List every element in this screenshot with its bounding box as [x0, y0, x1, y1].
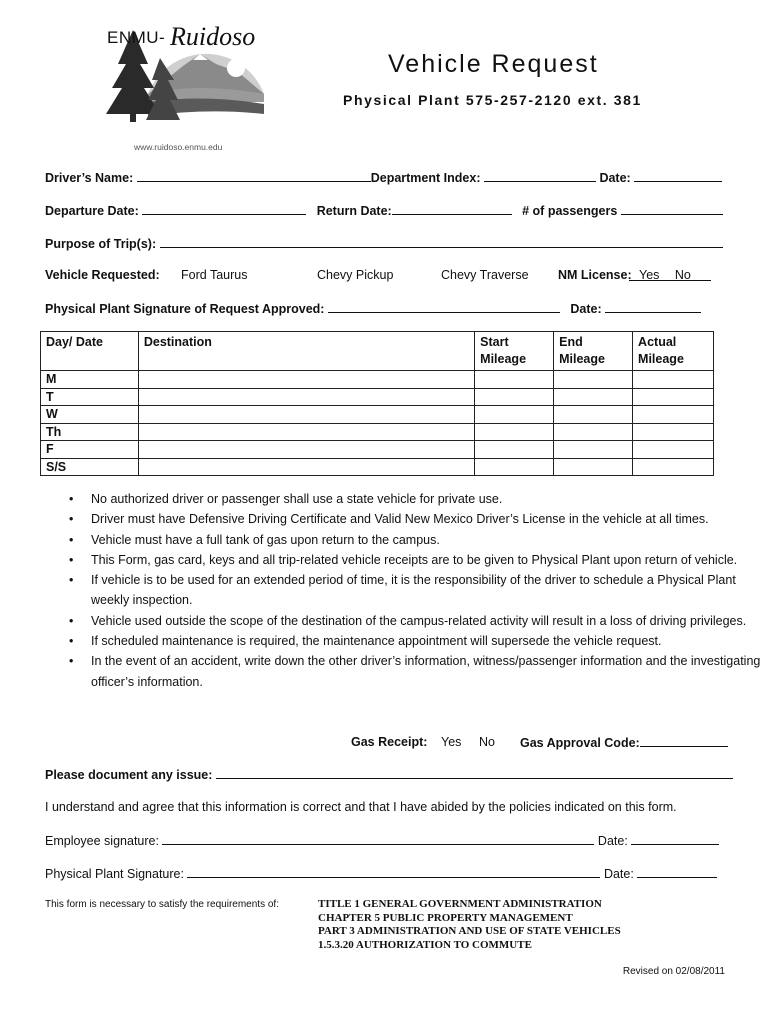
table-row [41, 423, 714, 441]
header-actual-mileage [633, 332, 714, 371]
legal-line: TITLE 1 GENERAL GOVERNMENT ADMINISTRATION [318, 898, 602, 910]
agreement-text: I understand and agree that this information is correct and that I have abided by the policies indicated on this form. [45, 800, 677, 814]
vehicle-option-chevy-pickup[interactable]: Chevy Pickup [317, 268, 394, 282]
date-field[interactable] [634, 168, 722, 182]
logo-text: ENMU- [107, 28, 166, 47]
header-end-mileage [554, 332, 633, 371]
end-mileage-cell[interactable] [554, 441, 633, 459]
rule-item: • Driver must have Defensive Driving Certificate and Valid New Mexico Driver’s License in the vehicle at all times. [91, 509, 770, 529]
table-row [41, 441, 714, 459]
gas-receipt-yes[interactable]: Yes [441, 735, 462, 749]
employee-signature-row [45, 831, 725, 849]
destination-cell[interactable] [138, 423, 474, 441]
day-cell: F [41, 441, 139, 459]
day-cell: T [41, 388, 139, 406]
drivers-name-field[interactable] [137, 168, 371, 182]
nm-license-label: NM License: [558, 268, 632, 282]
purpose-row: Purpose of Trip(s): [45, 234, 725, 252]
gas-row [45, 733, 725, 751]
table-row [41, 371, 714, 389]
rules-list [45, 489, 770, 692]
header-end-line2: Mileage [559, 352, 605, 366]
header-destination-text: Destination [143, 335, 212, 349]
destination-cell[interactable] [138, 388, 474, 406]
employee-date-label: Date: [597, 834, 628, 848]
date-label: Date [599, 171, 627, 185]
actual-mileage-cell[interactable] [633, 441, 714, 459]
table-header-row [41, 332, 714, 371]
approval-date-label: Date: [570, 302, 602, 316]
header-start-line1: Start [480, 335, 509, 349]
gas-receipt-text: Gas Receipt [351, 735, 424, 749]
rule-item: • Vehicle must have a full tank of gas upon return to the campus. [91, 530, 770, 550]
header-end-line1: End [559, 335, 583, 349]
gas-approval-label: Gas Approval Code: [520, 733, 728, 752]
issue-row: Please document any issue: [45, 765, 725, 783]
passengers-field[interactable] [621, 201, 723, 215]
header-actual-line2: Mileage [638, 352, 684, 366]
legal-citation [318, 898, 621, 952]
mileage-table [40, 331, 714, 476]
day-cell: W [41, 406, 139, 424]
gas-approval-text: Gas Approval Code [520, 736, 636, 750]
legal-line: 1.5.3.20 AUTHORIZATION TO COMMUTE [318, 938, 532, 951]
approval-row [45, 299, 725, 317]
driver-row: Driver’s Name: Department Index: Date: [45, 168, 725, 186]
day-cell: S/S [41, 458, 139, 476]
legal-line: PART 3 ADMINISTRATION AND USE OF STATE VEHICLES [318, 925, 621, 937]
end-mileage-cell[interactable] [554, 371, 633, 389]
requirement-note: This form is necessary to satisfy the requirements of: [45, 899, 279, 910]
rule-item: • If scheduled maintenance is required, the maintenance appointment will supersede the vehicle request. [91, 631, 770, 651]
actual-mileage-cell[interactable] [633, 388, 714, 406]
page-title: Vehicle Request [388, 50, 599, 78]
vehicle-requested-label: Vehicle Requested: [45, 268, 160, 282]
page-subtitle: Physical Plant 575-257-2120 ext. 381 [343, 92, 642, 108]
day-cell: M [41, 371, 139, 389]
destination-cell[interactable] [138, 371, 474, 389]
website-url: www.ruidoso.enmu.edu [134, 142, 223, 152]
rule-item: • Vehicle used outside the scope of the destination of the campus-related activity will result in a loss of driving privileges. [91, 611, 770, 631]
start-mileage-cell[interactable] [475, 406, 554, 424]
start-mileage-cell[interactable] [475, 441, 554, 459]
employee-signature-field[interactable] [162, 831, 594, 845]
day-cell: Th [41, 423, 139, 441]
actual-mileage-cell[interactable] [633, 371, 714, 389]
plant-signature-label: Physical Plant Signature: [45, 867, 184, 881]
signature-approved-label: Physical Plant Signature of Request Approved: [45, 302, 325, 316]
rule-item: • No authorized driver or passenger shall use a state vehicle for private use. [91, 489, 770, 509]
nm-license-yes[interactable]: Yes [639, 268, 660, 282]
table-row [41, 406, 714, 424]
passengers-label: # of passengers [522, 204, 618, 218]
purpose-label: Purpose of Trip(s) [45, 237, 152, 251]
nm-license-text: NM License [558, 268, 628, 282]
start-mileage-cell[interactable] [475, 423, 554, 441]
header-destination [138, 332, 474, 371]
gas-approval-field[interactable] [640, 733, 728, 747]
return-date-label: Return Date [316, 204, 388, 218]
start-mileage-cell[interactable] [475, 458, 554, 476]
end-mileage-cell[interactable] [554, 388, 633, 406]
actual-mileage-cell[interactable] [633, 406, 714, 424]
start-mileage-cell[interactable] [475, 388, 554, 406]
signature-approved-field[interactable] [328, 299, 560, 313]
destination-cell[interactable] [138, 406, 474, 424]
table-row [41, 458, 714, 476]
rule-item: • In the event of an accident, write down the other driver’s information, witness/passenger information and the investigating officer’s information. [91, 651, 770, 692]
department-index-label: Department Index [370, 171, 477, 185]
destination-cell[interactable] [138, 441, 474, 459]
destination-cell[interactable] [138, 458, 474, 476]
return-date-field[interactable] [392, 201, 512, 215]
vehicle-option-ford-taurus[interactable]: Ford Taurus [181, 268, 248, 282]
end-mileage-cell[interactable] [554, 423, 633, 441]
plant-date-label: Date: [603, 867, 634, 881]
actual-mileage-cell[interactable] [633, 423, 714, 441]
header-actual-line1: Actual [638, 335, 677, 349]
header-day-date [41, 332, 139, 371]
drivers-name-label: Driver’s Name [45, 171, 130, 185]
legal-line: CHAPTER 5 PUBLIC PROPERTY MANAGEMENT [318, 911, 573, 924]
header-start-mileage [475, 332, 554, 371]
vehicle-row [45, 266, 725, 284]
department-index-field[interactable] [484, 168, 596, 182]
header-day-date-text: Day/ Date [46, 335, 103, 349]
nm-license-no[interactable]: No [674, 268, 691, 282]
rule-item: • This Form, gas card, keys and all trip-related vehicle receipts are to be given to Physical Plant upon return of vehicle. [91, 550, 770, 570]
purpose-field[interactable] [160, 234, 723, 248]
employee-signature-label: Employee signature: [45, 834, 159, 848]
departure-date-label: Departure Date [45, 204, 135, 218]
gas-receipt-label: Gas Receipt: [351, 735, 428, 749]
plant-date-field[interactable] [637, 864, 717, 878]
rule-item: • If vehicle is to be used for an extended period of time, it is the responsibility of the driver to schedule a Physical Plant weekly inspection. [91, 570, 770, 611]
vehicle-option-chevy-traverse[interactable]: Chevy Traverse [441, 268, 529, 282]
revised-date: Revised on 02/08/2011 [622, 966, 725, 977]
start-mileage-cell[interactable] [475, 371, 554, 389]
gas-receipt-no[interactable]: No [479, 735, 495, 749]
plant-signature-row [45, 864, 725, 882]
approval-date-field[interactable] [605, 299, 701, 313]
issue-field[interactable] [216, 765, 733, 779]
header-start-line2: Mileage [480, 352, 527, 366]
nm-license-choice [629, 266, 711, 281]
trip-dates-row: Departure Date: Return Date: # of passengers [45, 201, 725, 219]
employee-date-field[interactable] [631, 831, 719, 845]
plant-signature-field[interactable] [187, 864, 600, 878]
vehicle-requested-text: Vehicle Requested [45, 268, 156, 282]
table-row [41, 388, 714, 406]
logo-script-text: Ruidoso [170, 22, 256, 51]
end-mileage-cell[interactable] [554, 458, 633, 476]
end-mileage-cell[interactable] [554, 406, 633, 424]
actual-mileage-cell[interactable] [633, 458, 714, 476]
departure-date-field[interactable] [142, 201, 306, 215]
issue-label: Please document any issue [45, 768, 209, 782]
